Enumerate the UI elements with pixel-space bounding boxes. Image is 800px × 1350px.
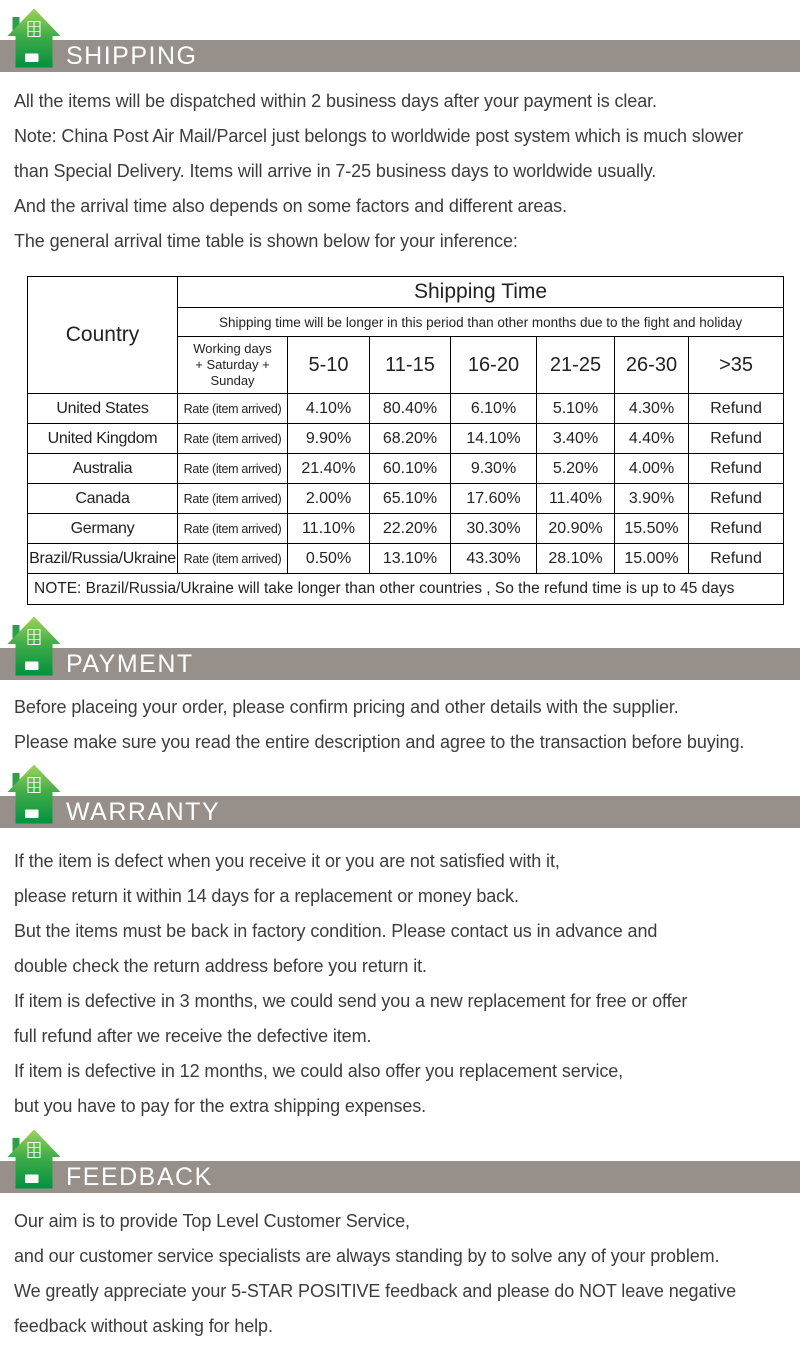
shipping-title: SHIPPING xyxy=(66,42,198,70)
rate-value-cell: 30.30% xyxy=(451,514,537,544)
rate-value-cell: 11.40% xyxy=(537,484,615,514)
payment-paragraph xyxy=(14,690,800,760)
table-row xyxy=(28,394,784,424)
feedback-title: FEEDBACK xyxy=(66,1163,213,1191)
house-icon xyxy=(7,8,61,68)
rate-value-cell: 17.60% xyxy=(451,484,537,514)
country-cell: Canada xyxy=(28,484,178,514)
text-line: please return it within 14 days for a replacement or money back. xyxy=(14,886,519,906)
text-line: If the item is defect when you receive it or you are not satisfied with it, xyxy=(14,851,560,871)
section-header-shipping xyxy=(0,8,800,74)
rate-value-cell: 15.50% xyxy=(615,514,689,544)
rate-value-cell: 28.10% xyxy=(537,544,615,574)
text-line: than Special Delivery. Items will arrive in 7-25 business days to worldwide usually. xyxy=(14,161,657,181)
rate-value-cell: 14.10% xyxy=(451,424,537,454)
rate-value-cell: 4.00% xyxy=(615,454,689,484)
text-line: If item is defective in 12 months, we could also offer you replacement service, xyxy=(14,1061,624,1081)
rate-value-cell: 13.10% xyxy=(370,544,451,574)
table-row xyxy=(28,484,784,514)
payment-title: PAYMENT xyxy=(66,650,194,678)
rate-label-cell: Rate (item arrived) xyxy=(178,454,288,484)
rate-value-cell: 9.90% xyxy=(288,424,370,454)
rate-label-cell: Rate (item arrived) xyxy=(178,484,288,514)
rate-value-cell: 21.40% xyxy=(288,454,370,484)
text-line: double check the return address before you return it. xyxy=(14,956,427,976)
rate-value-cell: 22.20% xyxy=(370,514,451,544)
rate-value-cell: 4.30% xyxy=(615,394,689,424)
text-line: If item is defective in 3 months, we could send you a new replacement for free or offer xyxy=(14,991,688,1011)
warranty-paragraph xyxy=(14,844,800,1124)
text-line: Note: China Post Air Mail/Parcel just belongs to worldwide post system which is much slower xyxy=(14,126,744,146)
house-icon xyxy=(7,1129,61,1189)
section-header-feedback xyxy=(0,1129,800,1195)
refund-cell: Refund xyxy=(689,394,784,424)
col-header-working-days: Working days + Saturday + Sunday xyxy=(178,337,288,394)
rate-value-cell: 5.20% xyxy=(537,454,615,484)
text-line: Before placeing your order, please confirm pricing and other details with the supplier. xyxy=(14,697,679,717)
text-line: The general arrival time table is shown below for your inference: xyxy=(14,231,518,251)
section-header-payment xyxy=(0,616,800,682)
text-line: but you have to pay for the extra shipping expenses. xyxy=(14,1096,427,1116)
refund-cell: Refund xyxy=(689,514,784,544)
rate-value-cell: 20.90% xyxy=(537,514,615,544)
text-line: Our aim is to provide Top Level Customer Service, xyxy=(14,1211,410,1231)
rate-value-cell: 3.90% xyxy=(615,484,689,514)
payment-banner xyxy=(0,648,800,680)
country-cell: Germany xyxy=(28,514,178,544)
house-icon xyxy=(7,764,61,824)
rate-label-cell: Rate (item arrived) xyxy=(178,514,288,544)
rate-label-cell: Rate (item arrived) xyxy=(178,544,288,574)
col-header-range: 16-20 xyxy=(451,337,537,394)
rate-value-cell: 4.40% xyxy=(615,424,689,454)
table-note: NOTE: Brazil/Russia/Ukraine will take longer than other countries , So the refund time is up to 45 days xyxy=(28,574,784,605)
col-header-range: 26-30 xyxy=(615,337,689,394)
text-line: We greatly appreciate your 5-STAR POSITIVE feedback and please do NOT leave negative xyxy=(14,1281,736,1301)
house-icon xyxy=(7,616,61,676)
rate-value-cell: 2.00% xyxy=(288,484,370,514)
col-header-range: >35 xyxy=(689,337,784,394)
rate-value-cell: 68.20% xyxy=(370,424,451,454)
table-title: Shipping Time xyxy=(178,277,784,308)
rate-label-cell: Rate (item arrived) xyxy=(178,424,288,454)
text-line: But the items must be back in factory condition. Please contact us in advance and xyxy=(14,921,658,941)
table-row xyxy=(28,544,784,574)
refund-cell: Refund xyxy=(689,484,784,514)
refund-cell: Refund xyxy=(689,454,784,484)
rate-value-cell: 3.40% xyxy=(537,424,615,454)
warranty-title: WARRANTY xyxy=(66,798,221,826)
shipping-time-table xyxy=(27,276,784,605)
section-header-warranty xyxy=(0,764,800,830)
feedback-banner xyxy=(0,1161,800,1193)
table-row xyxy=(28,454,784,484)
table-subtitle: Shipping time will be longer in this period than other months due to the fight and holiday xyxy=(178,308,784,337)
rate-value-cell: 4.10% xyxy=(288,394,370,424)
rate-value-cell: 43.30% xyxy=(451,544,537,574)
country-cell: Brazil/Russia/Ukraine xyxy=(28,544,178,574)
rate-value-cell: 15.00% xyxy=(615,544,689,574)
shipping-banner xyxy=(0,40,800,72)
country-cell: Australia xyxy=(28,454,178,484)
rate-value-cell: 6.10% xyxy=(451,394,537,424)
text-line: feedback without asking for help. xyxy=(14,1316,273,1336)
col-header-range: 5-10 xyxy=(288,337,370,394)
text-line: Please make sure you read the entire description and agree to the transaction before buying. xyxy=(14,732,745,752)
rate-value-cell: 60.10% xyxy=(370,454,451,484)
text-line: full refund after we receive the defective item. xyxy=(14,1026,372,1046)
warranty-banner xyxy=(0,796,800,828)
table-row xyxy=(28,514,784,544)
refund-cell: Refund xyxy=(689,544,784,574)
rate-label-cell: Rate (item arrived) xyxy=(178,394,288,424)
rate-value-cell: 0.50% xyxy=(288,544,370,574)
feedback-paragraph xyxy=(14,1204,800,1344)
country-cell: United States xyxy=(28,394,178,424)
rate-value-cell: 11.10% xyxy=(288,514,370,544)
table-corner-header: Country xyxy=(28,277,178,394)
rate-value-cell: 80.40% xyxy=(370,394,451,424)
table-row xyxy=(28,424,784,454)
text-line: And the arrival time also depends on some factors and different areas. xyxy=(14,196,567,216)
rate-value-cell: 5.10% xyxy=(537,394,615,424)
shipping-paragraph xyxy=(14,84,800,259)
refund-cell: Refund xyxy=(689,424,784,454)
text-line: All the items will be dispatched within 2 business days after your payment is clear. xyxy=(14,91,657,111)
col-header-range: 21-25 xyxy=(537,337,615,394)
col-header-range: 11-15 xyxy=(370,337,451,394)
text-line: and our customer service specialists are always standing by to solve any of your problem. xyxy=(14,1246,720,1266)
country-cell: United Kingdom xyxy=(28,424,178,454)
rate-value-cell: 9.30% xyxy=(451,454,537,484)
rate-value-cell: 65.10% xyxy=(370,484,451,514)
